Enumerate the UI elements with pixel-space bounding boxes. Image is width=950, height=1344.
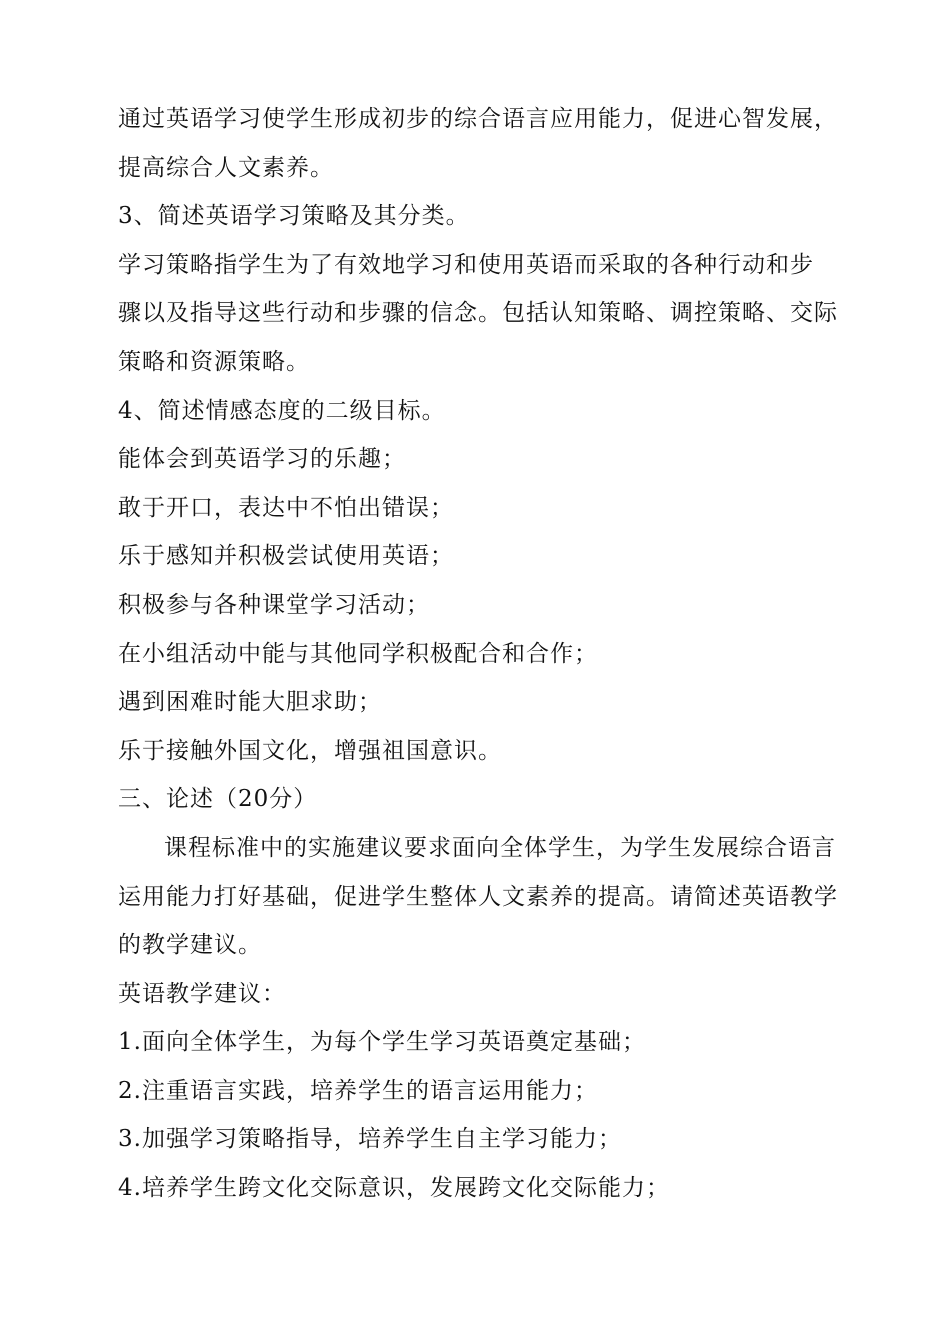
list-item: 能体会到英语学习的乐趣； — [118, 446, 406, 473]
paragraph-line: 通过英语学习使学生形成初步的综合语言应用能力，促进心智发展， — [118, 106, 838, 132]
paragraph-line: 运用能力打好基础，促进学生整体人文素养的提高。请简述英语教学 — [118, 883, 838, 910]
list-item: 3.加强学习策略指导，培养学生自主学习能力； — [118, 1126, 622, 1153]
paragraph-line: 提高综合人文素养。 — [118, 154, 334, 181]
question-heading: 4、简述情感态度的二级目标。 — [118, 397, 446, 424]
document-page — [118, 95, 838, 1213]
list-item: 4.培养学生跨文化交际意识，发展跨文化交际能力； — [118, 1175, 670, 1202]
question-heading: 3、简述英语学习策略及其分类。 — [118, 203, 470, 230]
list-item: 2.注重语言实践，培养学生的语言运用能力； — [118, 1077, 598, 1104]
paragraph-line: 的教学建议。 — [118, 932, 262, 959]
answer-heading: 英语教学建议： — [118, 980, 286, 1007]
list-item: 遇到困难时能大胆求助； — [118, 689, 382, 716]
paragraph-line: 策略和资源策略。 — [118, 348, 310, 375]
paragraph-line: 学习策略指学生为了有效地学习和使用英语而采取的各种行动和步 — [118, 251, 814, 278]
list-item: 在小组活动中能与其他同学积极配合和合作； — [118, 640, 598, 667]
list-item: 敢于开口，表达中不怕出错误； — [118, 494, 454, 521]
list-item: 积极参与各种课堂学习活动； — [118, 591, 430, 618]
section-heading: 三、论述（20分） — [118, 786, 318, 813]
paragraph-line: 课程标准中的实施建议要求面向全体学生，为学生发展综合语言 — [164, 834, 836, 861]
list-item: 乐于接触外国文化，增强祖国意识。 — [118, 737, 502, 764]
paragraph-line: 骤以及指导这些行动和步骤的信念。包括认知策略、调控策略、交际 — [118, 300, 838, 327]
list-item: 乐于感知并积极尝试使用英语； — [118, 543, 454, 570]
list-item: 1.面向全体学生，为每个学生学习英语奠定基础； — [118, 1029, 646, 1056]
